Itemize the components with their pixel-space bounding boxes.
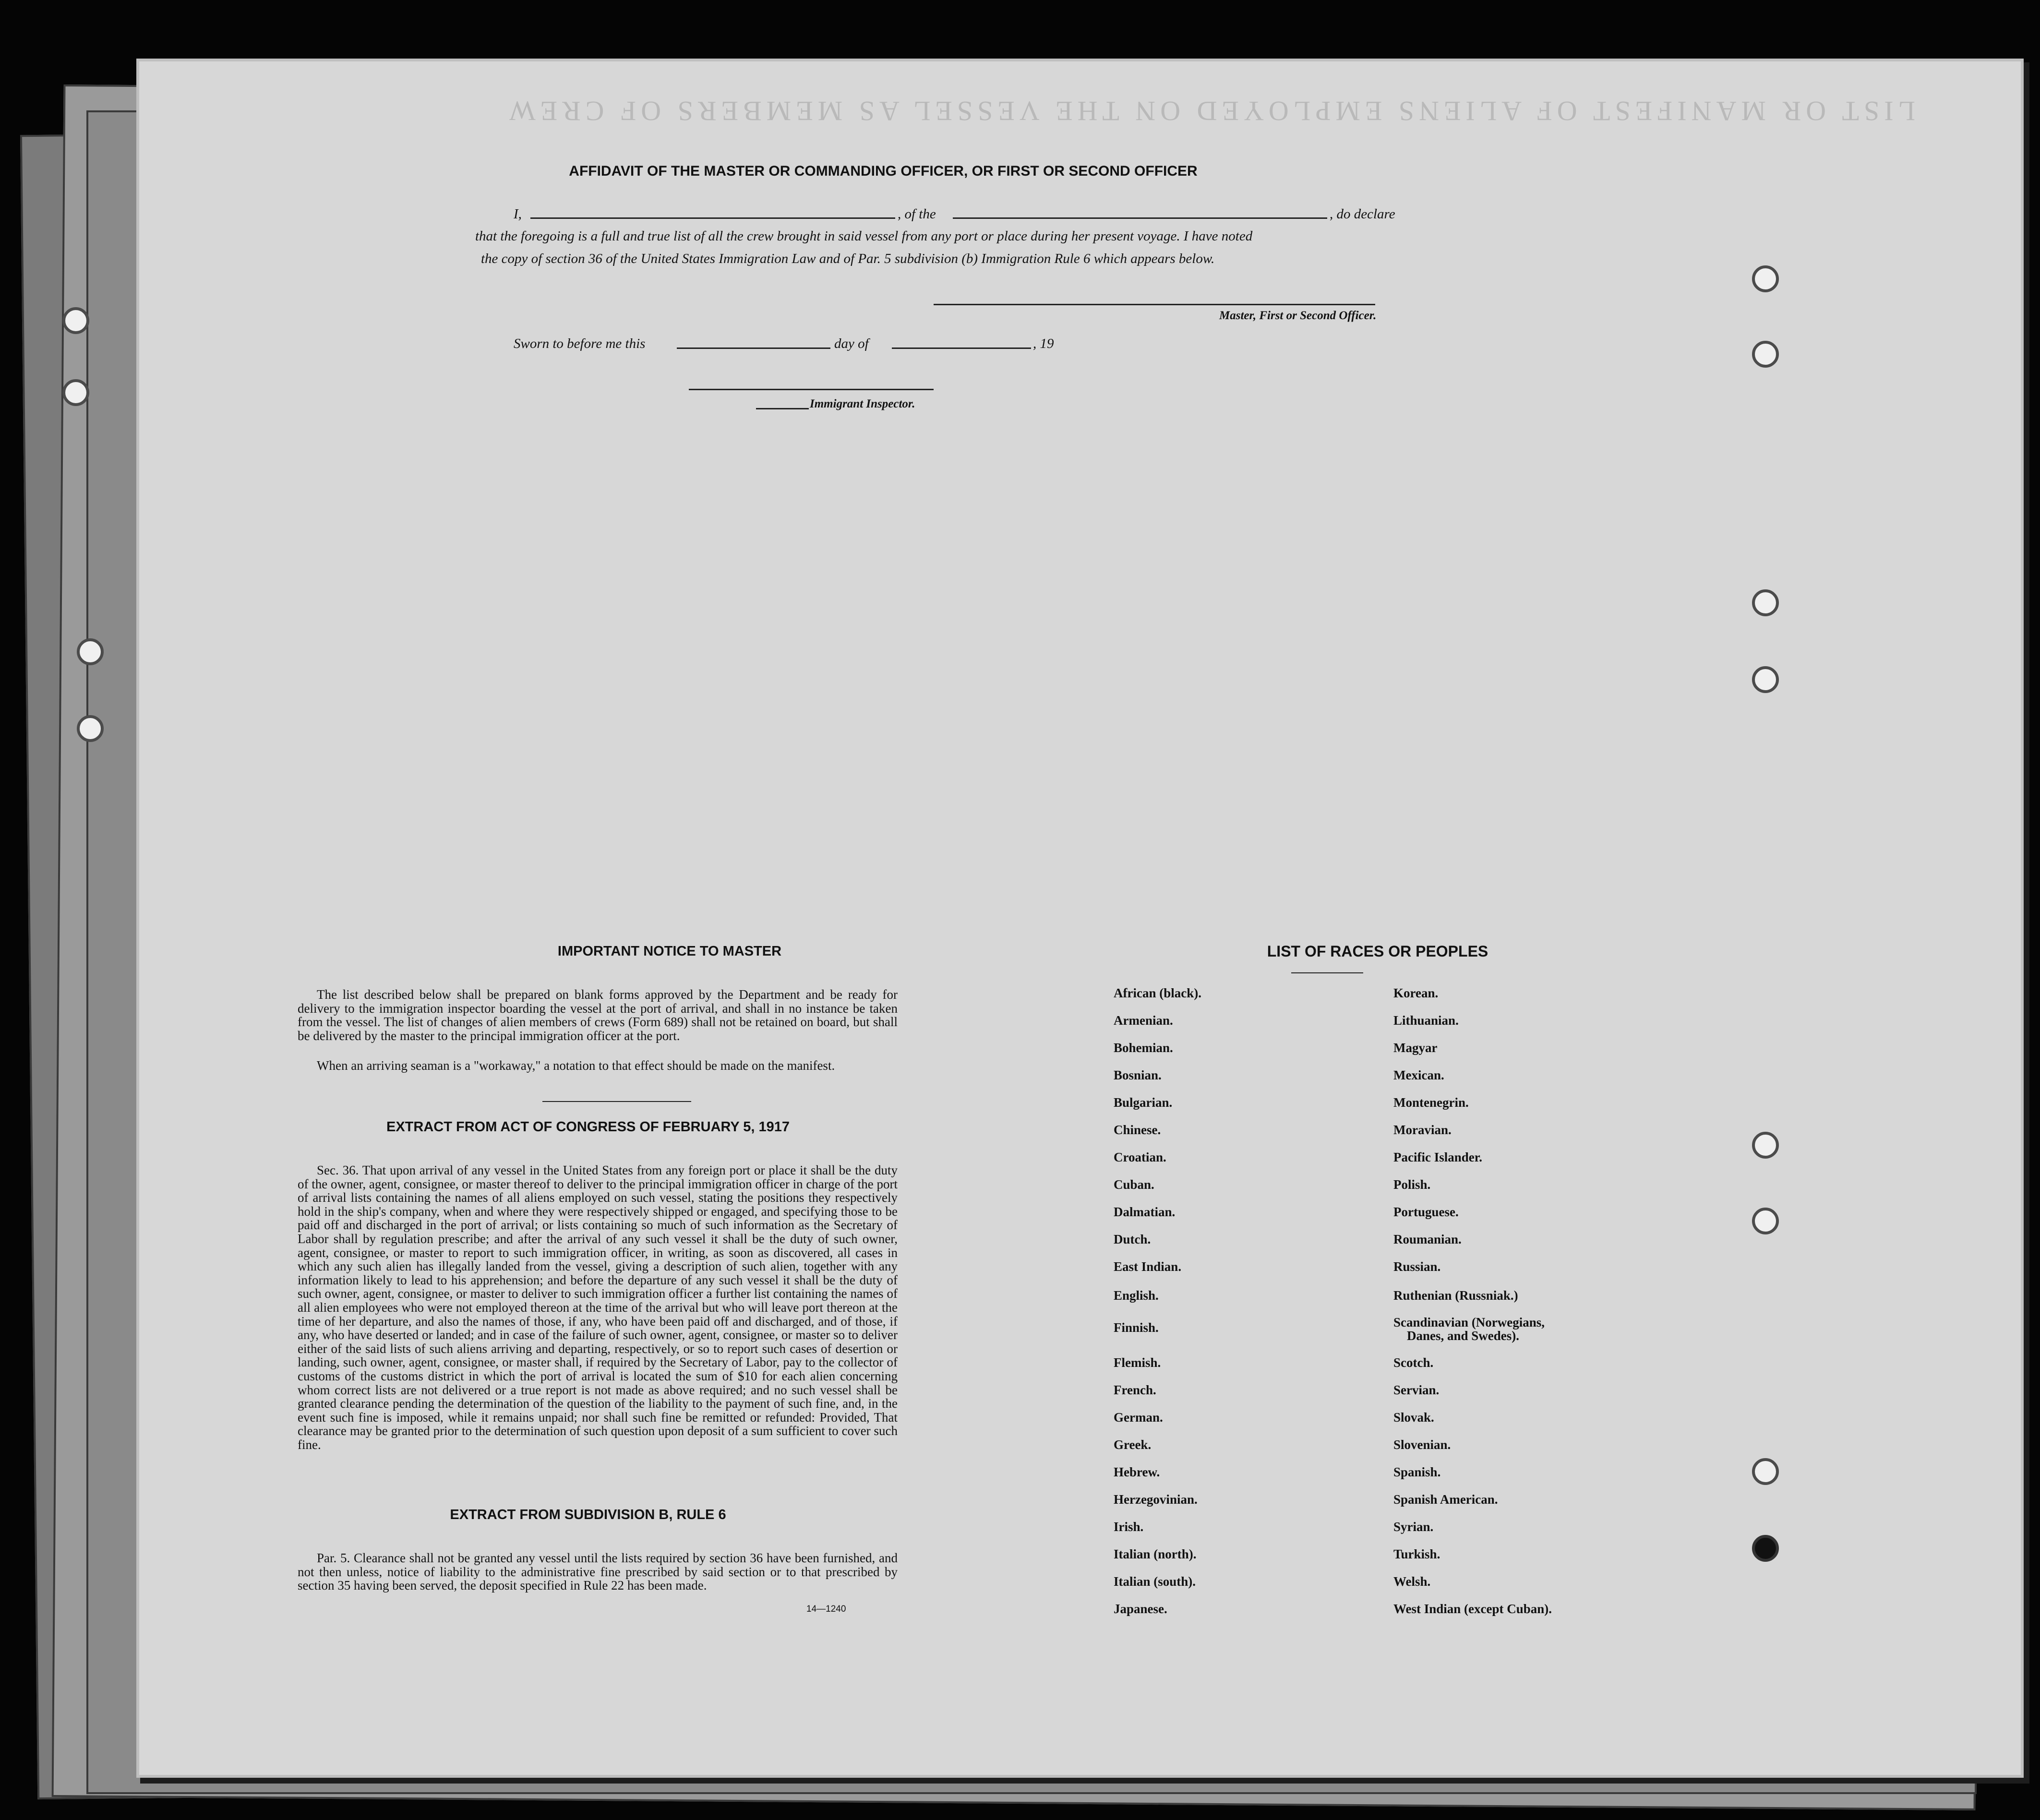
races-title: LIST OF RACES OR PEOPLES: [1267, 943, 1488, 960]
race-item: English.: [1114, 1288, 1159, 1303]
name-line[interactable]: [530, 217, 895, 219]
master-signature-line[interactable]: [934, 304, 1375, 305]
sworn-day-line[interactable]: [677, 347, 830, 349]
race-item: Croatian.: [1114, 1150, 1166, 1164]
race-item: Bosnian.: [1114, 1068, 1162, 1082]
vessel-line[interactable]: [953, 217, 1327, 219]
divider: [542, 1101, 691, 1102]
extract-1-text: Sec. 36. That upon arrival of any vessel in the United States from any foreign port or place it shall be the duty of the owner, agent, consignee, or master thereof to deliver to the principal immigration officer in charge of the port of arrival lists containing the names of all aliens employed on such vessel, stating the positions they respectively hold in the ship's company, when and where they were respectively shipped or engaged, and specifying those to be paid off and discharged in the port of arrival; or lists containing so much of such information as the Secretary of Labor shall by regulation prescribe; and after the arrival of any such vessel it shall be the duty of such owner, agent, consignee, or master to report to such immigration officer, in writing, as soon as discovered, all cases in which any such alien has illegally landed from the vessel, giving a description of such alien, together with any information likely to lead to his apprehension; and before the departure of any such vessel it shall be the duty of such owner, agent, consignee, or master to deliver to such immigration officer a further list containing the names of all alien employees who were not employed thereon at the time of the arrival but who will leave port thereon at the time of her departure, and also the names of those, if any, who have been paid off and discharged, and of those, if any, who have deserted or landed; and in case of the failure of such owner, agent, consignee, or master so to deliver either of the said lists of such aliens arriving and departing, respectively, or so to report such cases of desertion or landing, such owner, agent, consignee, or master shall, if required by the Secretary of Labor, pay to the collector of customs of the customs district in which the port of arrival is located the sum of $10 for each alien concerning whom correct lists are not delivered or a true report is not made as above required; and no such vessel shall be granted clearance pending the determination of the question of the liability to the payment of such fine, and, in the event such fine is imposed, while it remains unpaid; nor shall such fine be remitted or refunded: Provided, That clearance may be granted prior to the determination of such question upon deposit of a sum sufficient to cover such fine.: [298, 1163, 898, 1452]
manifest-page: [139, 61, 2021, 1775]
race-item: German.: [1114, 1410, 1163, 1425]
race-item: Spanish American.: [1393, 1492, 1498, 1507]
race-item: Italian (north).: [1114, 1547, 1197, 1561]
race-item: Magyar: [1393, 1041, 1438, 1055]
race-item: Turkish.: [1393, 1547, 1440, 1561]
race-item: Armenian.: [1114, 1013, 1173, 1028]
binder-hole: [77, 715, 104, 742]
binder-hole: [62, 307, 89, 334]
notice-paragraph-1: The list described below shall be prepared on blank forms approved by the Department and be ready for delivery to the immigration inspector boarding the vessel at the port of arrival, and shall in no instance be taken from the vessel. The list of changes of alien members of crews (Form 689) shall not be retained on board, but shall be delivered by the master to the principal immigration officer at the port.: [298, 987, 898, 1043]
form-number: 14—1240: [806, 1604, 846, 1614]
race-item: Cuban.: [1114, 1177, 1154, 1192]
race-item: Herzegovinian.: [1114, 1492, 1198, 1507]
race-item: East Indian.: [1114, 1259, 1182, 1274]
race-item: Danes, and Swedes).: [1407, 1329, 1520, 1343]
race-item: Bohemian.: [1114, 1041, 1173, 1055]
affidavit-line-3: the copy of section 36 of the United States Immigration Law and of Par. 5 subdivision (b) Immigration Rule 6 which appears below.: [481, 251, 1215, 266]
day-of-label: day of: [834, 336, 869, 351]
race-item: Scandinavian (Norwegians,: [1393, 1315, 1545, 1329]
binder-hole: [1752, 341, 1779, 368]
sworn-label: Sworn to before me this: [514, 336, 646, 351]
race-item: Lithuanian.: [1393, 1013, 1459, 1028]
race-item: African (black).: [1114, 986, 1201, 1000]
extract-2-text: Par. 5. Clearance shall not be granted any vessel until the lists required by section 36 have been furnished, and not then unless, notice of liability to the administrative fine prescribed by said section or to that prescribed by section 35 having been served, the deposit specified in Rule 22 has been made.: [298, 1551, 898, 1593]
race-item: Chinese.: [1114, 1123, 1161, 1137]
binder-hole: [1752, 1132, 1779, 1159]
race-item: Dutch.: [1114, 1232, 1151, 1246]
race-item: Russian.: [1393, 1259, 1441, 1274]
binder-hole: [1752, 1208, 1779, 1234]
binder-hole: [62, 379, 89, 406]
race-item: Japanese.: [1114, 1602, 1167, 1616]
i-label: I,: [514, 206, 522, 222]
binder-hole: [1752, 1535, 1779, 1562]
race-item: Moravian.: [1393, 1123, 1452, 1137]
master-label: Master, First or Second Officer.: [1219, 309, 1377, 322]
race-item: Servian.: [1393, 1383, 1440, 1397]
inspector-signature-line[interactable]: [689, 389, 934, 390]
binder-hole: [1752, 265, 1779, 292]
race-item: Roumanian.: [1393, 1232, 1462, 1246]
race-item: Syrian.: [1393, 1520, 1434, 1534]
race-item: Greek.: [1114, 1437, 1152, 1452]
declare-label: , do declare: [1330, 206, 1395, 222]
extract-2-title: EXTRACT FROM SUBDIVISION B, RULE 6: [450, 1507, 726, 1522]
notice-paragraph-2: When an arriving seaman is a "workaway," a notation to that effect should be made on the manifest.: [317, 1058, 835, 1073]
of-the-label: , of the: [898, 206, 936, 222]
inspector-label: Immigrant Inspector.: [810, 397, 915, 410]
race-item: Montenegrin.: [1393, 1095, 1469, 1110]
binder-hole: [1752, 666, 1779, 693]
divider: [1291, 972, 1363, 973]
race-item: Ruthenian (Russniak.): [1393, 1288, 1518, 1303]
race-item: Flemish.: [1114, 1355, 1161, 1370]
year-label: , 19: [1033, 336, 1054, 351]
race-item: Mexican.: [1393, 1068, 1444, 1082]
race-item: Finnish.: [1114, 1320, 1159, 1335]
extract-1-title: EXTRACT FROM ACT OF CONGRESS OF FEBRUARY 5, 1917: [386, 1119, 790, 1135]
inspector-short-line: [756, 408, 809, 409]
race-item: Slovenian.: [1393, 1437, 1451, 1452]
race-item: Pacific Islander.: [1393, 1150, 1482, 1164]
race-item: Bulgarian.: [1114, 1095, 1173, 1110]
race-item: Spanish.: [1393, 1465, 1441, 1479]
affidavit-title: AFFIDAVIT OF THE MASTER OR COMMANDING OFFICER, OR FIRST OR SECOND OFFICER: [569, 163, 1198, 179]
race-item: Irish.: [1114, 1520, 1144, 1534]
race-item: Italian (south).: [1114, 1574, 1196, 1589]
binder-hole: [1752, 589, 1779, 616]
binder-hole: [1752, 1458, 1779, 1485]
race-item: Polish.: [1393, 1177, 1431, 1192]
race-item: Scotch.: [1393, 1355, 1434, 1370]
race-item: Dalmatian.: [1114, 1205, 1176, 1219]
race-item: French.: [1114, 1383, 1156, 1397]
bleed-through-header: LIST OR MANIFEST OF ALIENS EMPLOYED ON THE VESSEL AS MEMBERS OF CREW: [504, 96, 1915, 127]
race-item: Hebrew.: [1114, 1465, 1160, 1479]
sworn-month-line[interactable]: [892, 347, 1031, 349]
race-item: Welsh.: [1393, 1574, 1431, 1589]
race-item: Korean.: [1393, 986, 1439, 1000]
binder-hole: [77, 638, 104, 665]
notice-title: IMPORTANT NOTICE TO MASTER: [557, 944, 782, 959]
race-item: Portuguese.: [1393, 1205, 1459, 1219]
race-item: West Indian (except Cuban).: [1393, 1602, 1552, 1616]
race-item: Slovak.: [1393, 1410, 1434, 1425]
affidavit-line-2: that the foregoing is a full and true list of all the crew brought in said vessel from any port or place during her present voyage. I have noted: [475, 228, 1253, 244]
